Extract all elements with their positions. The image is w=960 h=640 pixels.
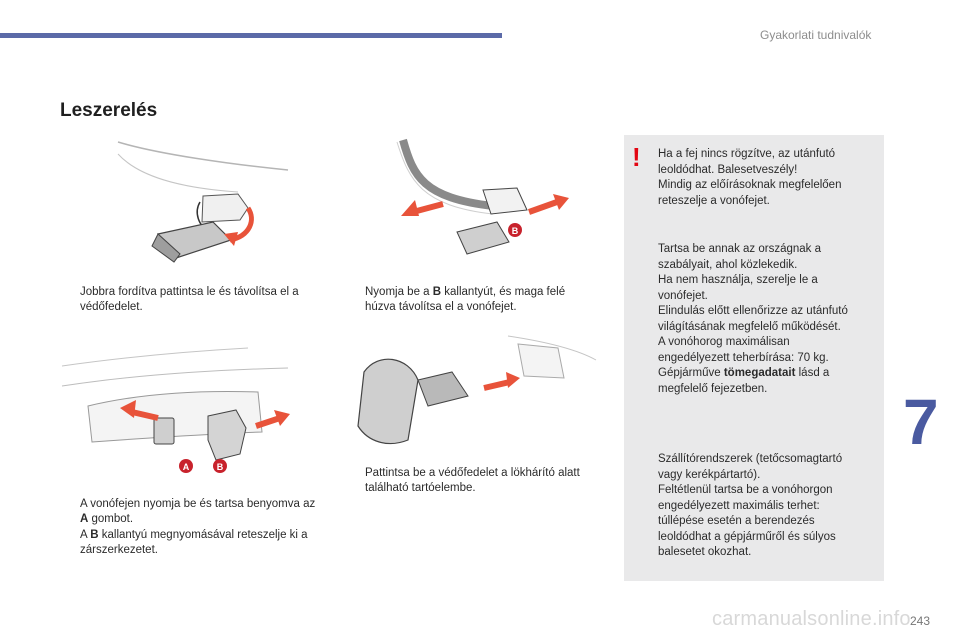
warning-paragraph-1: Ha a fej nincs rögzítve, az utánfutó leoldódhat. Balesetveszély! Mindig az előírásoknak megfelelően reteszelje a vonófejet. xyxy=(658,148,842,207)
chapter-number: 7 xyxy=(903,386,939,458)
warning-icon: ! xyxy=(632,142,641,172)
step-press-button-a: A vonófejen nyomja be és tartsa benyomva az A gombot. xyxy=(80,498,316,525)
section-header: Gyakorlati tudnivalók xyxy=(760,28,872,42)
warning-paragraph-2: Tartsa be annak az országnak a szabályait, ahol közlekedik. Ha nem használja, szerelje le a vonófejet. Elindulás előtt ellenőrizze az utánfutó világításának megfelelő működését. A vonóhorog maximálisan engedélyezett teherbírása: 70 kg. Gépjárműve tömegadatait lásd a megfelelő fejezetben. xyxy=(658,243,848,395)
illustration-pull-towball xyxy=(383,136,601,268)
warning-paragraph-3: Szállítórendszerek (tetőcsomagtartó vagy kerékpártartó). Feltétlenül tartsa be a vonóhorgon engedélyezett maximális terhet: túllépése esetén a berendezés leoldódhat a gépjárműről és súlyos balesetet okozhat. xyxy=(658,453,843,558)
step-stow-cover: Pattintsa be a védőfedelet a lökhárító alatt található tartóelembe. xyxy=(365,467,580,494)
badge-a-label: A xyxy=(182,462,190,472)
arrow-right xyxy=(484,382,510,388)
page-number: 243 xyxy=(910,614,931,628)
header-accent-bar xyxy=(0,33,502,38)
step-remove-cover: Jobbra fordítva pattintsa le és távolítsa el a védőfedelet. xyxy=(80,286,299,313)
step-pull-towball: Nyomja be a B kallantyút, és maga felé húzva távolítsa el a vonófejet. xyxy=(365,286,566,313)
page-title: Leszerelés xyxy=(60,100,158,121)
badge-b-label: B xyxy=(216,462,224,472)
step-unlock-lever-b: A B kallantyú megnyomásával reteszelje ki a zárszerkezetet. xyxy=(80,529,308,556)
illustration-unlock-mechanism xyxy=(58,346,310,478)
illustration-cover-removal xyxy=(108,136,294,268)
arrow-right xyxy=(529,202,557,212)
illustration-stow-cover xyxy=(338,330,600,462)
watermark: carmanualsonline.info xyxy=(712,608,911,630)
badge-b-label: B xyxy=(511,226,519,236)
